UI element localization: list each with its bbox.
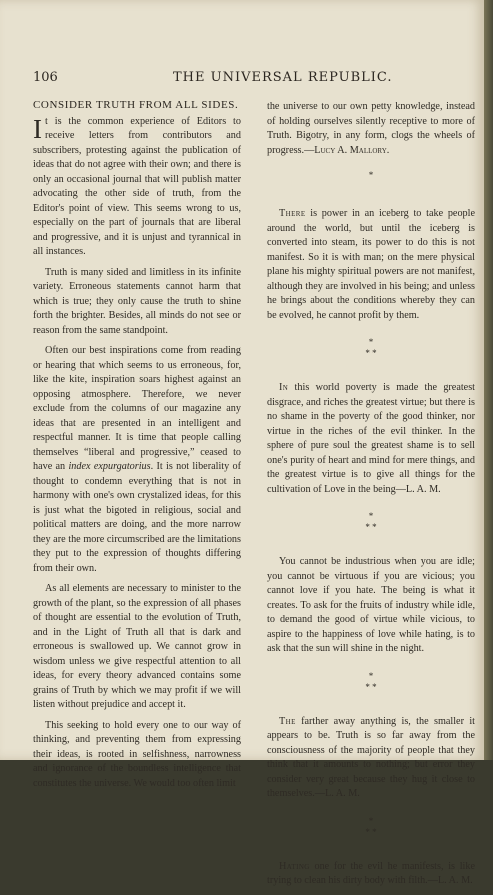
paragraph: [267, 860, 475, 889]
paragraph: [267, 100, 475, 158]
paragraph: As all elements are necessary to minister to the growth of the plant, so the expression of all phases of thought are essential to the evolution of Truth, and in the Light of Truth all that is dark and erroneous is swallowed up. We cannot grow in wisdom unless we give respectful attention to all ideas, for every theory advanced contains some grains of Truth by which we may profit if we will listen without prejudice and accept it.: [33, 583, 241, 710]
paragraph: [267, 381, 475, 497]
lead-word: In: [279, 382, 289, 393]
author-signature: Lucy A. Mallory.: [314, 144, 390, 156]
paragraph: [267, 715, 475, 802]
asterism-top: *: [368, 337, 374, 347]
paragraph: [33, 115, 241, 260]
asterism-top: *: [368, 511, 374, 521]
asterisk-separator: *: [368, 170, 374, 180]
asterism-separator: [267, 816, 475, 838]
asterism-bottom: * *: [365, 522, 377, 532]
book-spine-edge: [484, 0, 493, 760]
page-header: [33, 70, 473, 90]
asterism-top: *: [368, 670, 374, 681]
lead-word: Hating: [279, 860, 310, 872]
asterism-separator: [267, 511, 475, 533]
paragraph-text: t is the common experience of Editors to receive letters from contributors and subscribers, protesting against the publication of ideas that do not agree with their own; and there is only an occasional journal that will publish matter advocating the other side of truth, from the Editor's point of view. This seems wrong to us, especially on the part of journals that are liberal and progressive, and it is unjust and tyrannical in all instances.: [33, 115, 241, 257]
paragraph: [267, 207, 475, 323]
lead-word: There: [279, 208, 306, 219]
asterism-separator: [267, 337, 475, 359]
paragraph-text: Often our best inspirations come from reading or hearing that which seems to us erroneous, for, like the kite, inspiration soars highest against an opposing atmosphere. Therefore, we never exclude from the columns of our magazine any ideas that are presented in an intelligent and respectful manner. It is time that people calling themselves “liberal and progressive,” ceased to have an: [33, 345, 241, 472]
paragraph-text: one for the evil he manifests, is like trying to clean his dirty body with filth.—L. A. M.: [267, 860, 475, 886]
paragraph-text: the universe to our own petty knowledge, instead of holding ourselves silently receptive to more of Truth. Bigotry, in any form, clogs the wheels of progress.—: [267, 101, 475, 156]
paragraph-text: is power in an iceberg to take people around the world, but until the iceberg is converted into steam, its power to do this is not manifest. So it is with man; on the mere physical plane his mighty spiritual powers are not manifest, although they are involved in his being; and unless he brings about the conditions whereby they can be evolved, he cannot profit by them.: [267, 208, 475, 321]
page-number: 106: [33, 70, 58, 85]
running-title: THE UNIVERSAL REPUBLIC.: [173, 70, 393, 85]
paragraph: This seeking to hold every one to our way of thinking, and preventing them from expressing their ideas, is rooted in selfishness, narrowness and ignorance of the boundless intelligence that constitutes the universe. We would too often limit: [33, 719, 241, 789]
lead-word: The: [279, 715, 296, 727]
right-column: [267, 100, 475, 895]
asterism-separator: [267, 671, 475, 693]
paragraph: Truth is many sided and limitless in its infinite variety. Erroneous statements cannot harm that which is true; they only cause the truth to shine forth the brighter. Besides, all minds do not see or reason from the same standpoint.: [33, 266, 241, 336]
asterism-top: *: [368, 815, 374, 826]
asterism-bottom: * *: [365, 826, 377, 837]
asterism-bottom: * *: [365, 348, 377, 358]
paragraph: [33, 344, 241, 576]
drop-cap: I: [33, 113, 42, 144]
paragraph-text: farther away anything is, the smaller it appears to be. Truth is so far away from the consciousness of the majority of people that they think that it amounts to nothing; but error they consider very great because they hug it close to themselves.—L. A. M.: [267, 715, 475, 799]
paragraph-text: this world poverty is made the greatest disgrace, and riches the greatest virtue; but there is no shame in the poverty of the good thinker, nor virtue in the riches of the evil thinker. In the sphere of pure soul the greatest shame is to sell one's purity of heart and mind for mere things, and the greatest virtue is to give all things for the cultivation of Love in the being—L. A. M.: [267, 382, 475, 495]
paragraph: You cannot be industrious when you are idle; you cannot be virtuous if you are vicious; you cannot love if you hate. The being is what it creates. To ask for the fruits of industry while idle, to demand the good of virtue while vicious, to aspire to the happiness of love while hating, is to ask that the sun will shine in the night.: [267, 556, 475, 654]
paragraph-text: . It is not liberality of thought to condemn everything that is not in harmony with one's own crystalized ideas, for this is just what the bigoted in religious, social and political matters are doing, and the more narrow they are the more circumscribed are the limitations they put to the expression of thoughts differing from their own.: [33, 461, 241, 574]
italic-phrase: index expurgatorius: [68, 461, 151, 472]
article-heading: CONSIDER TRUTH FROM ALL SIDES.: [33, 99, 239, 111]
asterism-bottom: * *: [365, 681, 377, 692]
left-column: [33, 98, 241, 797]
